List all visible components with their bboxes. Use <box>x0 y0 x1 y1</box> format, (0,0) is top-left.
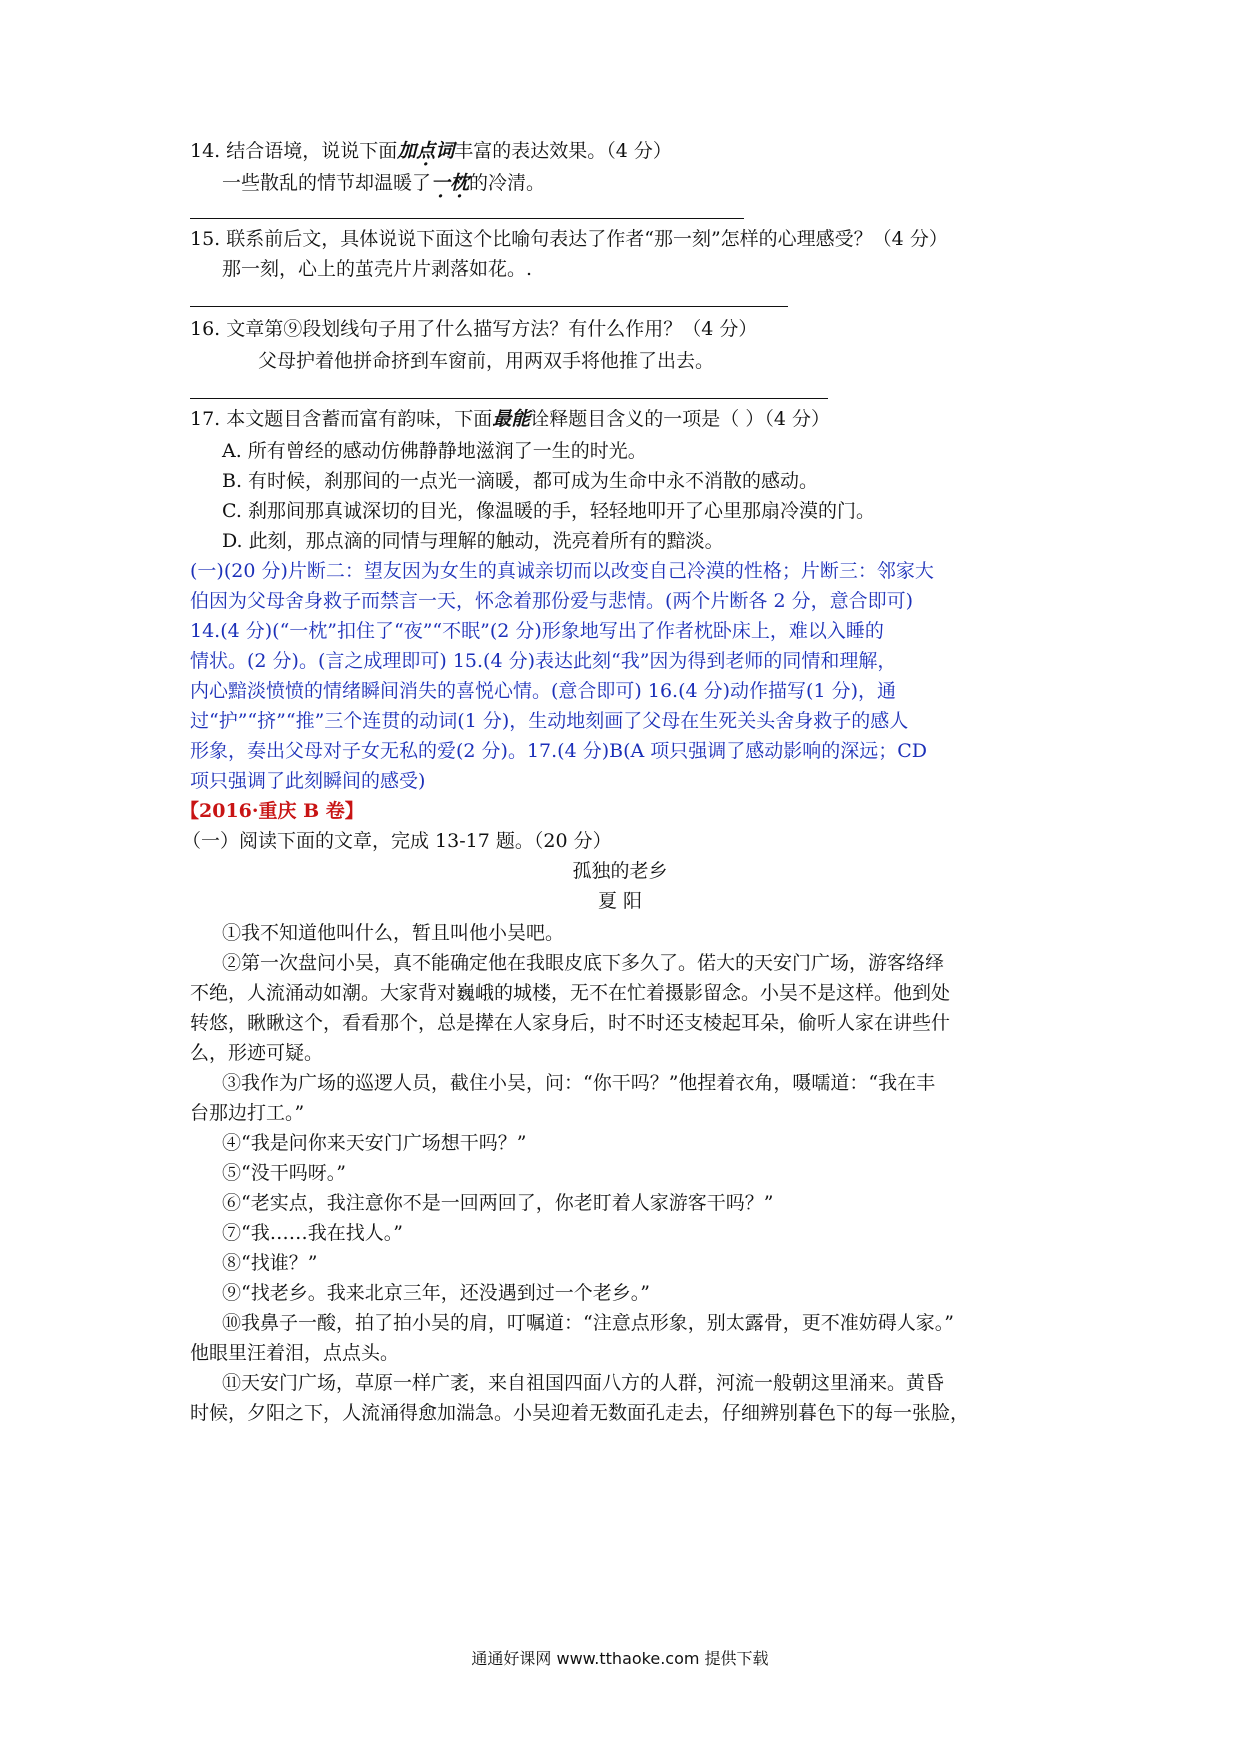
emphasis-text: 最能 <box>492 408 531 430</box>
section-title: 【2016·重庆 B 卷】 <box>180 800 364 822</box>
question-text: 17. 本文题目含蓄而富有韵味，下面 <box>190 408 493 430</box>
option-d: D. 此刻，那点滴的同情与理解的触动，洗亮着所有的黯淡。 <box>222 530 724 552</box>
dotted-char: 一 <box>431 172 451 194</box>
paragraph-line: 不绝，人流涌动如潮。大家背对巍峨的城楼，无不在忙着摄影留念。小吴不是这样。他到处 <box>190 982 951 1004</box>
quote-text: 一些散乱的情节却温暖了 <box>222 172 432 194</box>
paragraph-line: 么，形迹可疑。 <box>190 1042 324 1064</box>
question-14-quote <box>222 172 545 194</box>
article-author: 夏 阳 <box>597 890 643 912</box>
answer-line-text: (一)(20 分)片断二：望友因为女生的真诚亲切而以改变自己冷漠的性格；片断三：邻家大 <box>190 560 934 582</box>
answer-line-text: 伯因为父母舍身救子而禁言一天，怀念着那份爱与悲情。(两个片断各 2 分，意合即可) <box>190 590 913 612</box>
answer-line-text: 情状。(2 分)。(言之成理即可) 15.(4 分)表达此刻“我”因为得到老师的同情和理解， <box>190 650 897 672</box>
answer-line-text: 内心黯淡愤愤的情绪瞬间消失的喜悦心情。(意合即可) 16.(4 分)动作描写(1 分)，通 <box>190 680 896 702</box>
page-footer: 通通好课网 www.tthaoke.com 提供下载 <box>471 1649 769 1668</box>
option-c: C. 刹那间那真诚深切的目光，像温暖的手，轻轻地叩开了心里那扇冷漠的门。 <box>222 500 875 522</box>
reading-intro: （一）阅读下面的文章，完成 13-17 题。（20 分） <box>182 830 612 852</box>
paragraph-line: 时候，夕阳之下，人流涌得愈加湍急。小吴迎着无数面孔走去，仔细辨别暮色下的每一张脸， <box>190 1402 970 1424</box>
paragraph-line: ④“我是问你来天安门广场想干吗？” <box>222 1132 527 1154</box>
question-16-quote: 父母护着他拼命挤到车窗前，用两双手将他推了出去。 <box>258 350 715 372</box>
article-title: 孤独的老乡 <box>572 860 668 882</box>
answer-line <box>190 306 788 307</box>
dotted-char: 枕 <box>450 172 470 194</box>
question-text: 诠释题目含义的一项是（ ）（4 分） <box>530 408 830 430</box>
question-15: 15. 联系前后文，具体说说下面这个比喻句表达了作者“那一刻”怎样的心理感受？（4 分） <box>190 228 948 250</box>
option-a: A. 所有曾经的感动仿佛静静地滋润了一生的时光。 <box>222 440 647 462</box>
paragraph-line: ⑥“老实点，我注意你不是一回两回了，你老盯着人家游客干吗？” <box>222 1192 774 1214</box>
question-14 <box>190 140 672 162</box>
paragraph-line: ⑧“找谁？” <box>222 1252 318 1274</box>
question-text: 丰富的表达效果。（4 分） <box>454 140 672 162</box>
paragraph-line: ⑤“没干吗呀。” <box>222 1162 346 1184</box>
question-16: 16. 文章第⑨段划线句子用了什么描写方法？有什么作用？（4 分） <box>190 318 758 340</box>
answer-line <box>190 398 828 399</box>
paragraph-line: ⑪天安门广场，草原一样广袤，来自祖国四面八方的人群，河流一般朝这里涌来。黄昏 <box>222 1372 945 1394</box>
paragraph-line: ②第一次盘问小吴，真不能确定他在我眼皮底下多久了。偌大的天安门广场，游客络绎 <box>222 952 945 974</box>
answer-line <box>190 218 744 219</box>
answer-line-text: 项只强调了此刻瞬间的感受) <box>190 770 426 792</box>
answer-line-text: 过“护”“挤”“推”三个连贯的动词(1 分)，生动地刻画了父母在生死关头舍身救子的感人 <box>190 710 909 732</box>
question-15-quote: 那一刻，心上的茧壳片片剥落如花。. <box>222 258 533 280</box>
paragraph-line: 他眼里汪着泪，点点头。 <box>190 1342 400 1364</box>
paragraph-line: ①我不知道他叫什么，暂且叫他小吴吧。 <box>222 922 565 944</box>
paragraph-line: ⑩我鼻子一酸，拍了拍小吴的肩，叮嘱道：“注意点形象，别太露骨，更不准妨碍人家。” <box>222 1312 954 1334</box>
emphasis-text: 加点词 <box>397 140 455 162</box>
paragraph-line: ⑦“我……我在找人。” <box>222 1222 403 1244</box>
question-text: 14. 结合语境，说说下面 <box>190 140 398 162</box>
paragraph-line: ③我作为广场的巡逻人员，截住小吴，问：“你干吗？”他捏着衣角，嗫嚅道：“我在丰 <box>222 1072 936 1094</box>
answer-line-text: 14.(4 分)(“一枕”扣住了“夜”“不眠”(2 分)形象地写出了作者枕卧床上，难以入睡的 <box>190 620 884 642</box>
paragraph-line: 台那边打工。” <box>190 1102 305 1124</box>
option-b: B. 有时候，刹那间的一点光一滴暖，都可成为生命中永不消散的感动。 <box>222 470 819 492</box>
question-17 <box>190 408 830 430</box>
answer-line-text: 形象，奏出父母对子女无私的爱(2 分)。17.(4 分)B(A 项只强调了感动影响的深远；CD <box>190 740 928 762</box>
paragraph-line: ⑨“找老乡。我来北京三年，还没遇到过一个老乡。” <box>222 1282 650 1304</box>
paragraph-line: 转悠，瞅瞅这个，看看那个，总是撵在人家身后，时不时还支棱起耳朵，偷听人家在讲些什 <box>190 1012 951 1034</box>
quote-text: 的冷清。 <box>469 172 546 194</box>
